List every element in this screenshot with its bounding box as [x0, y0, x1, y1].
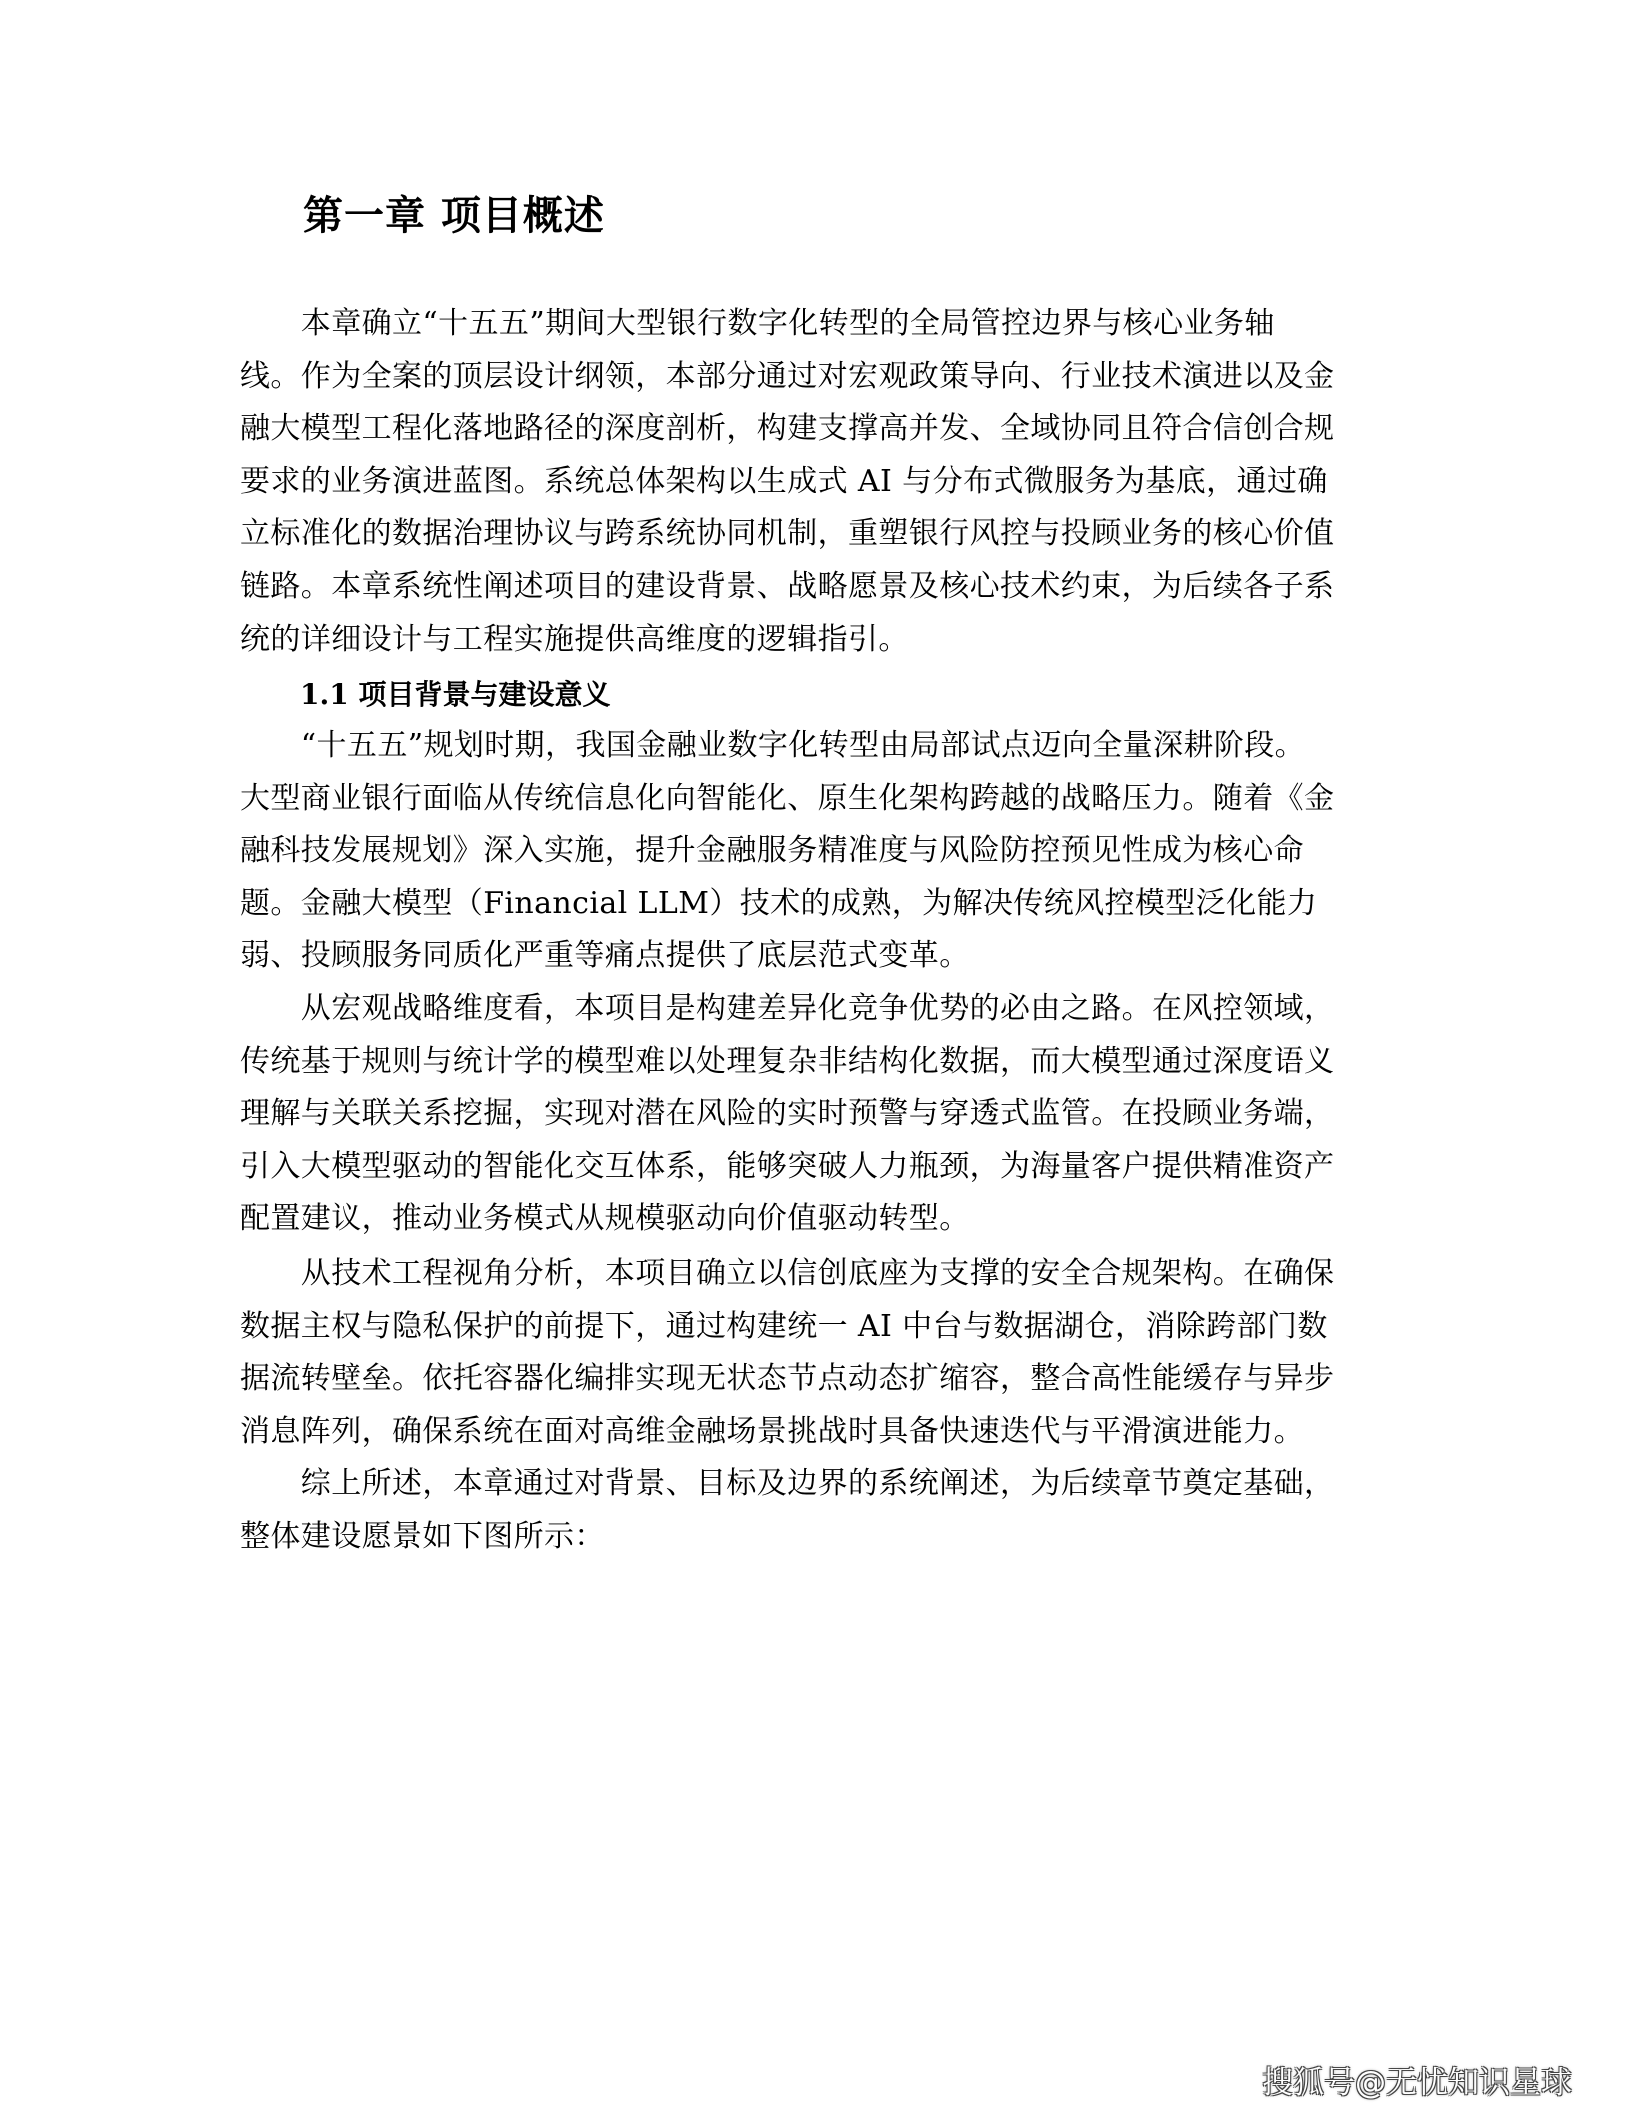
background-paragraph-2: 从宏观战略维度看，本项目是构建差异化竞争优势的必由之路。在风控领域， 传统基于规则与统计学的模型难以处理复杂非结构化数据，而大模型通过深度语义 理解与关联关系挖掘，实现对潜在风险的实时预警与穿透式监管。在投顾业务端， 引入大模型驱动的智能化交互体系，能够突破人力瓶颈，为海量客户提供精准资产 配置建议，推动业务模式从规模驱动向价值驱动转型。 — [240, 991, 1335, 1237]
section-heading-1-1: 1.1 项目背景与建设意义 — [300, 678, 611, 711]
background-paragraph-3: 从技术工程视角分析，本项目确立以信创底座为支撑的安全合规架构。在确保 数据主权与隐私保护的前提下，通过构建统一 AI 中台与数据湖仓，消除跨部门数 据流转壁垒。依托容器化编排实现无状态节点动态扩缩容，整合高性能缓存与异步 消息阵列，确保系统在面对高维金融场景挑战时具备快速迭代与平滑演进能力。 — [240, 1256, 1335, 1449]
background-paragraph-4: 综上所述，本章通过对背景、目标及边界的系统阐述，为后续章节奠定基础， 整体建设愿景如下图所示： — [240, 1466, 1335, 1554]
chapter-title: 第一章 项目概述 — [303, 193, 605, 239]
intro-paragraph: 本章确立“十五五”期间大型银行数字化转型的全局管控边界与核心业务轴 线。作为全案的顶层设计纲领，本部分通过对宏观政策导向、行业技术演进以及金 融大模型工程化落地路径的深度剖析，构建支撑高并发、全域协同且符合信创合规 要求的业务演进蓝图。系统总体架构以生成式 AI 与分布式微服务为基底，通过确 立标准化的数据治理协议与跨系统协同机制，重塑银行风控与投顾业务的核心价值 链路。本章系统性阐述项目的建设背景、战略愿景及核心技术约束，为后续各子系 统的详细设计与工程实施提供高维度的逻辑指引。 — [240, 306, 1335, 657]
background-paragraph-1: “十五五”规划时期，我国金融业数字化转型由局部试点迈向全量深耕阶段。 大型商业银行面临从传统信息化向智能化、原生化架构跨越的战略压力。随着《金 融科技发展规划》深入实施，提升金融服务精准度与风险防控预见性成为核心命 题。金融大模型（Financial LLM）技术的成熟，为解决传统风控模型泛化能力 弱、投顾服务同质化严重等痛点提供了底层范式变革。 — [240, 728, 1335, 974]
watermark: 搜狐号@无忧知识星球 — [1262, 2065, 1572, 2101]
